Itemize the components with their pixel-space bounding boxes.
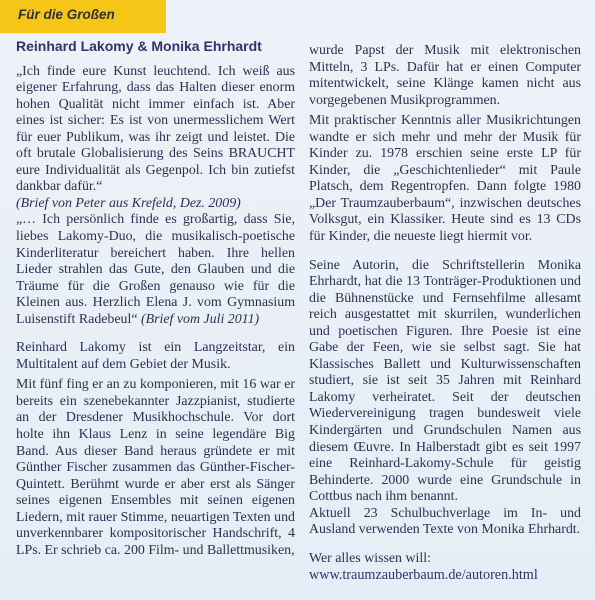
- bio-intro: Reinhard Lakomy ist ein Langzeitstar, ein Multitalent auf dem Gebiet der Musik.: [16, 340, 295, 372]
- quote-peter: „Ich finde eure Kunst leuchtend. Ich weiß aus eigener Erfahrung, dass das Halten dieser enorm hohen Qualität nicht immer einfach ist. Aber eines ist sicher: Es ist von unermesslichem Wert für euer Publikum, was ihr zeigt und leistet. Die oft brutale Globalisierung des Seins BRAUCHT eure Individualität als Gegenpol. Ich bin zutiefst dankbar dafür.“: [16, 63, 295, 195]
- bio-career: Mit fünf fing er an zu komponieren, mit 16 war er bereits ein szenebekannter Jazzpianist, studierte an der Dresdener Musikhochschule. Vor dort holte ihn Klaus Lenz in seine legendäre Big Band. Aus dieser Band heraus gründete er mit Günther Fischer zusammen das Günther-Fischer-Quintett. Berühmt wurde er aber erst als Sänger seines eigenen Ensembles mit seinen eigenen Liedern, mit rauer Stimme, neuartigen Texten und unverkennbarer kompositorischer Handschrift, 4 LPs. Er schrieb ca. 200 Film- und Ballettmusiken,: [16, 377, 295, 558]
- section-tag: Für die Großen: [0, 0, 166, 33]
- bio-textbooks: Aktuell 23 Schulbuchverlage im In- und Ausland verwenden Texte von Monika Ehrhardt.: [309, 505, 581, 538]
- bio-children-music: Mit praktischer Kenntnis aller Musikrichtungen wandte er sich mehr und mehr der Musik für Kinder zu. 1978 erschien seine erste LP für Kinder, die „Geschichtenlieder“ mit Paule Platsch, dem Regentropfen. Dann folgte 1980 „Der Traumzauberbaum“, inzwischen deutsches Volksgut, ein Klassiker. Heute sind es 13 CDs für Kinder, die neueste liegt hiermit vor.: [309, 113, 581, 245]
- bio-author: Seine Autorin, die Schriftstellerin Monika Ehrhardt, hat die 13 Tonträger-Produktionen und die Bühnenstücke und Fernsehfilme allesamt reich ausgestattet mit skurrilen, wunderlichen und poetischen Figuren. Ihre Poesie ist eine Gabe der Feen, wie sie selbst sagt. Sie hat Klassisches Ballett und Kulturwissenschaften studiert, sie ist seit 35 Jahren mit Reinhard Lakomy verheiratet. Seit der deutschen Wiedervereinigung tragen bundesweit viele Kindergärten und Grundschulen Namen aus diesem Œuvre. In Halberstadt gibt es seit 1997 eine Reinhard-Lakomy-Schule für geistig Behinderte. 2000 wurde eine Grundschule in Cottbus nach ihm benannt.: [309, 257, 581, 505]
- quote-elena-text: „… Ich persönlich finde es großartig, dass Sie, liebes Lakomy-Duo, die musikalisch-poetische Kinderliteratur bereichert haben. Ihre hellen Lieder strahlen das Gute, den Glauben und die Träume für die Großen genauso wie für die Kleinen aus. Herzlich Elena J. vom Gymnasium Luisenstift Radebeul“: [16, 212, 295, 327]
- authors-heading: Reinhard Lakomy & Monika Ehrhardt: [16, 38, 262, 54]
- quote-elena: [16, 212, 295, 328]
- quote-elena-source: (Brief vom Juli 2011): [141, 311, 260, 327]
- left-column: [16, 38, 295, 559]
- website-link[interactable]: www.traumzauberbaum.de/autoren.html: [309, 567, 538, 584]
- right-column: [309, 43, 581, 584]
- quote-peter-source: (Brief von Peter aus Krefeld, Dez. 2009): [16, 195, 241, 211]
- more-info-label: Wer alles wissen will:: [309, 550, 431, 566]
- bio-electronic: wurde Papst der Musik mit elektronischen Mitteln, 3 LPs. Dafür hat er einen Computer mitentwickelt, seine Klänge kamen nicht aus vorgegebenen Musikprogrammen.: [309, 43, 581, 108]
